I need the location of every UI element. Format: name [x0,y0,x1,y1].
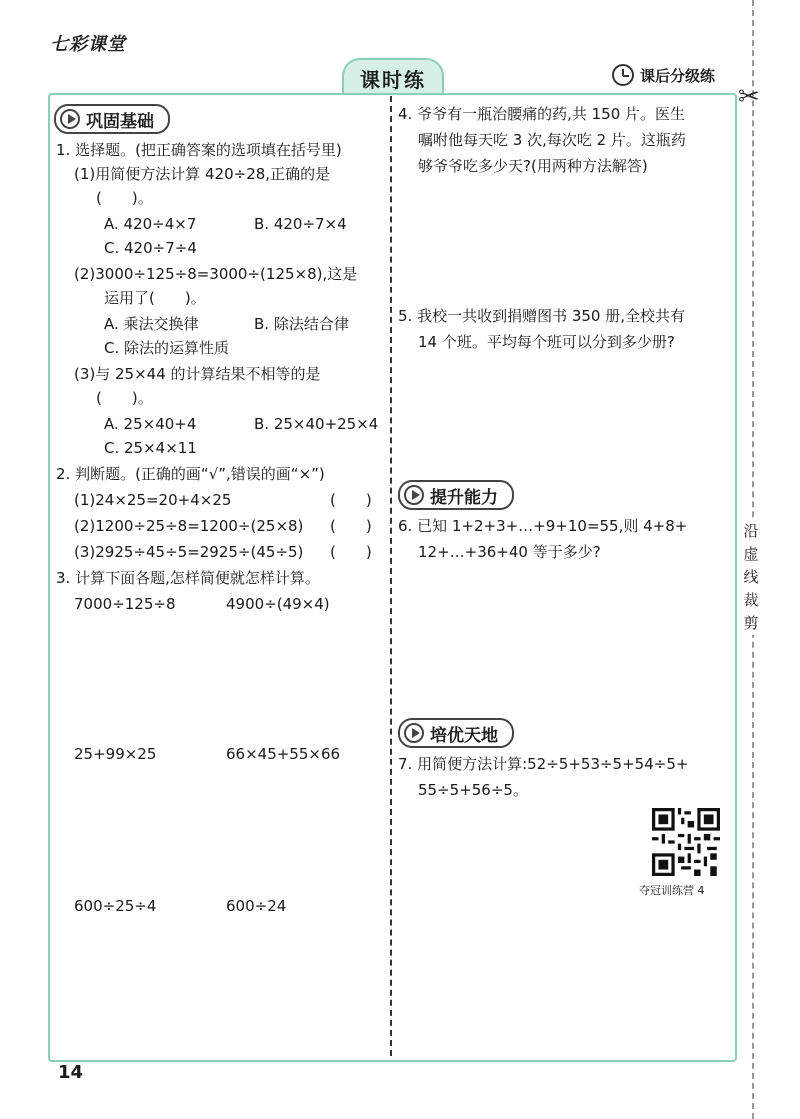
q6-line-2: 12+…+36+40 等于多少? [418,543,601,561]
q2-2-statement: (2)1200÷25÷8=1200÷(25×8) [74,517,304,535]
cut-label-char: 剪 [743,614,759,632]
q1-1-option-c: C. 420÷7÷4 [104,239,197,257]
qr-caption: 夺冠训练营 4 [639,884,705,897]
cut-label-char: 线 [743,568,759,586]
q2-1-statement: (1)24×25=20+4×25 [74,491,232,509]
q3-title: 3. 计算下面各题,怎样简便就怎样计算。 [56,569,320,587]
q7-line-1: 7. 用简便方法计算:52÷5+53÷5+54÷5+ [398,755,689,773]
q1-1-blank: ( )。 [96,189,153,207]
section-basic-tag [54,104,170,134]
page-number: 14 [58,1062,84,1083]
qr-code[interactable] [652,808,720,876]
q1-1-option-a: A. 420÷4×7 [104,215,197,233]
cut-label [740,520,762,635]
q4-line-3: 够爷爷吃多少天?(用两种方法解答) [418,157,648,175]
q2-3-statement: (3)2925÷45÷5=2925÷(45÷5) [74,543,304,561]
q1-2-option-b: B. 除法结合律 [254,315,349,333]
section-improve-label: 提升能力 [430,487,498,508]
q1-3-option-c: C. 25×4×11 [104,439,197,457]
q5-line-2: 14 个班。平均每个班可以分到多少册? [418,333,675,351]
play-icon [404,723,424,743]
section-improve-tag [398,480,514,510]
q3-expression-d: 66×45+55×66 [226,745,341,763]
q1-1-option-b: B. 420÷7×4 [254,215,347,233]
section-advanced-label: 培优天地 [430,725,498,746]
q6-line-1: 6. 已知 1+2+3+…+9+10=55,则 4+8+ [398,517,688,535]
q1-2-option-a: A. 乘法交换律 [104,315,199,333]
q2-3-answer-bracket[interactable]: ( ) [330,543,372,561]
q1-2-stem-cont: 运用了( )。 [104,289,206,307]
scissors-icon: ✂ [738,82,760,112]
q1-3-option-b: B. 25×40+25×4 [254,415,379,433]
q1-2-option-c: C. 除法的运算性质 [104,339,230,357]
play-icon [60,109,80,129]
q2-2-answer-bracket[interactable]: ( ) [330,517,372,535]
q4-line-1: 4. 爷爷有一瓶治腰痛的药,共 150 片。医生 [398,105,686,123]
q3-expression-e: 600÷25÷4 [74,897,157,915]
q5-line-1: 5. 我校一共收到捐赠图书 350 册,全校共有 [398,307,686,325]
q3-expression-f: 600÷24 [226,897,287,915]
header-subtitle-text: 课后分级练 [640,66,716,85]
q1-2-stem: (2)3000÷125÷8=3000÷(125×8),这是 [74,265,358,283]
page-title: 课时练 [342,58,444,96]
q3-expression-b: 4900÷(49×4) [226,595,330,613]
cut-label-char: 沿 [743,522,759,540]
q2-title: 2. 判断题。(正确的画“√”,错误的画“×”) [56,465,325,483]
section-advanced-tag [398,718,514,748]
column-divider [390,96,392,1056]
q7-line-2: 55÷5+56÷5。 [418,781,528,799]
q1-3-stem: (3)与 25×44 的计算结果不相等的是 [74,365,321,383]
publisher-logo: 七彩课堂 [50,34,126,55]
q1-3-blank: ( )。 [96,389,153,407]
q4-line-2: 嘱咐他每天吃 3 次,每次吃 2 片。这瓶药 [418,131,686,149]
q3-expression-a: 7000÷125÷8 [74,595,176,613]
play-icon [404,485,424,505]
section-basic-label: 巩固基础 [86,111,154,132]
alarm-clock-icon [612,64,634,86]
header-subtitle [612,64,715,86]
cut-label-char: 虚 [743,545,759,563]
q1-title: 1. 选择题。(把正确答案的选项填在括号里) [56,141,342,159]
q1-3-option-a: A. 25×40+4 [104,415,197,433]
q3-expression-c: 25+99×25 [74,745,157,763]
cut-label-char: 裁 [743,591,759,609]
q2-1-answer-bracket[interactable]: ( ) [330,491,372,509]
q1-1-stem: (1)用简便方法计算 420÷28,正确的是 [74,165,331,183]
